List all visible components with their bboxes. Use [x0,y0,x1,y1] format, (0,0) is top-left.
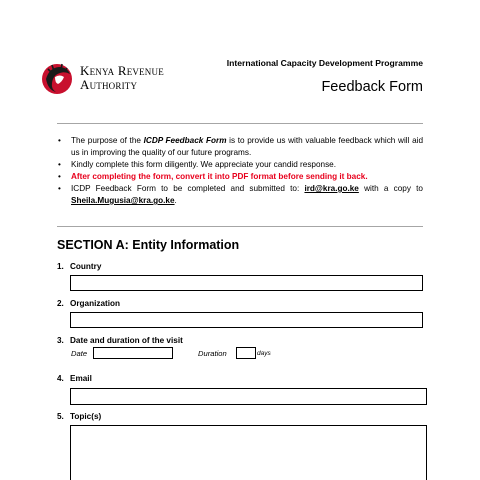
question-email: 4. Email [57,374,92,383]
instruction-item: • Kindly complete this form diligently. We appreciate your candid response. [58,160,337,169]
bullet-icon: • [58,184,61,193]
divider-top [57,123,423,124]
instruction-item: • The purpose of the ICDP Feedback Form is to provide us with valuable feedback which will aid us in improving the quality of our future programs. [58,136,424,157]
logo-text [80,64,164,92]
duration-field[interactable] [236,347,256,359]
form-name: ICDP Feedback Form [143,136,227,145]
logo-line2: Authority [80,77,138,92]
section-a-title: SECTION A: Entity Information [57,238,240,252]
instruction-item-warning: • After completing the form, convert it into PDF format before sending it back. [58,172,368,181]
bullet-icon: • [58,172,61,181]
organization-field[interactable] [70,312,423,328]
divider-section [57,226,423,227]
logo-line1: Kenya Revenue [80,63,164,78]
question-visit: 3. Date and duration of the visit [57,336,183,345]
topics-field[interactable] [70,425,427,480]
country-field[interactable] [70,275,423,291]
email-field[interactable] [70,388,427,405]
duration-label: Duration [198,349,227,358]
email-link-ird[interactable]: ird@kra.go.ke [304,184,359,193]
bullet-icon: • [58,160,61,169]
date-label: Date [71,349,88,358]
instructions-list [57,135,423,207]
form-title: Feedback Form [321,79,423,95]
question-topics: 5. Topic(s) [57,412,102,421]
programme-title: International Capacity Development Programme [226,58,423,68]
date-field[interactable] [93,347,173,359]
instruction-item: • ICDP Feedback Form to be completed and submitted to: ird@kra.go.ke with a copy to Sheila.Mugusia@kra.go.ke. [58,184,423,205]
question-organization: 2. Organization [57,299,121,308]
days-label: days [257,350,271,357]
bullet-icon: • [58,136,61,145]
question-country: 1. Country [57,262,102,271]
kra-logo [40,59,192,99]
lion-emblem-icon [40,59,76,99]
email-link-sheila[interactable]: Sheila.Mugusia@kra.go.ke [71,196,175,205]
